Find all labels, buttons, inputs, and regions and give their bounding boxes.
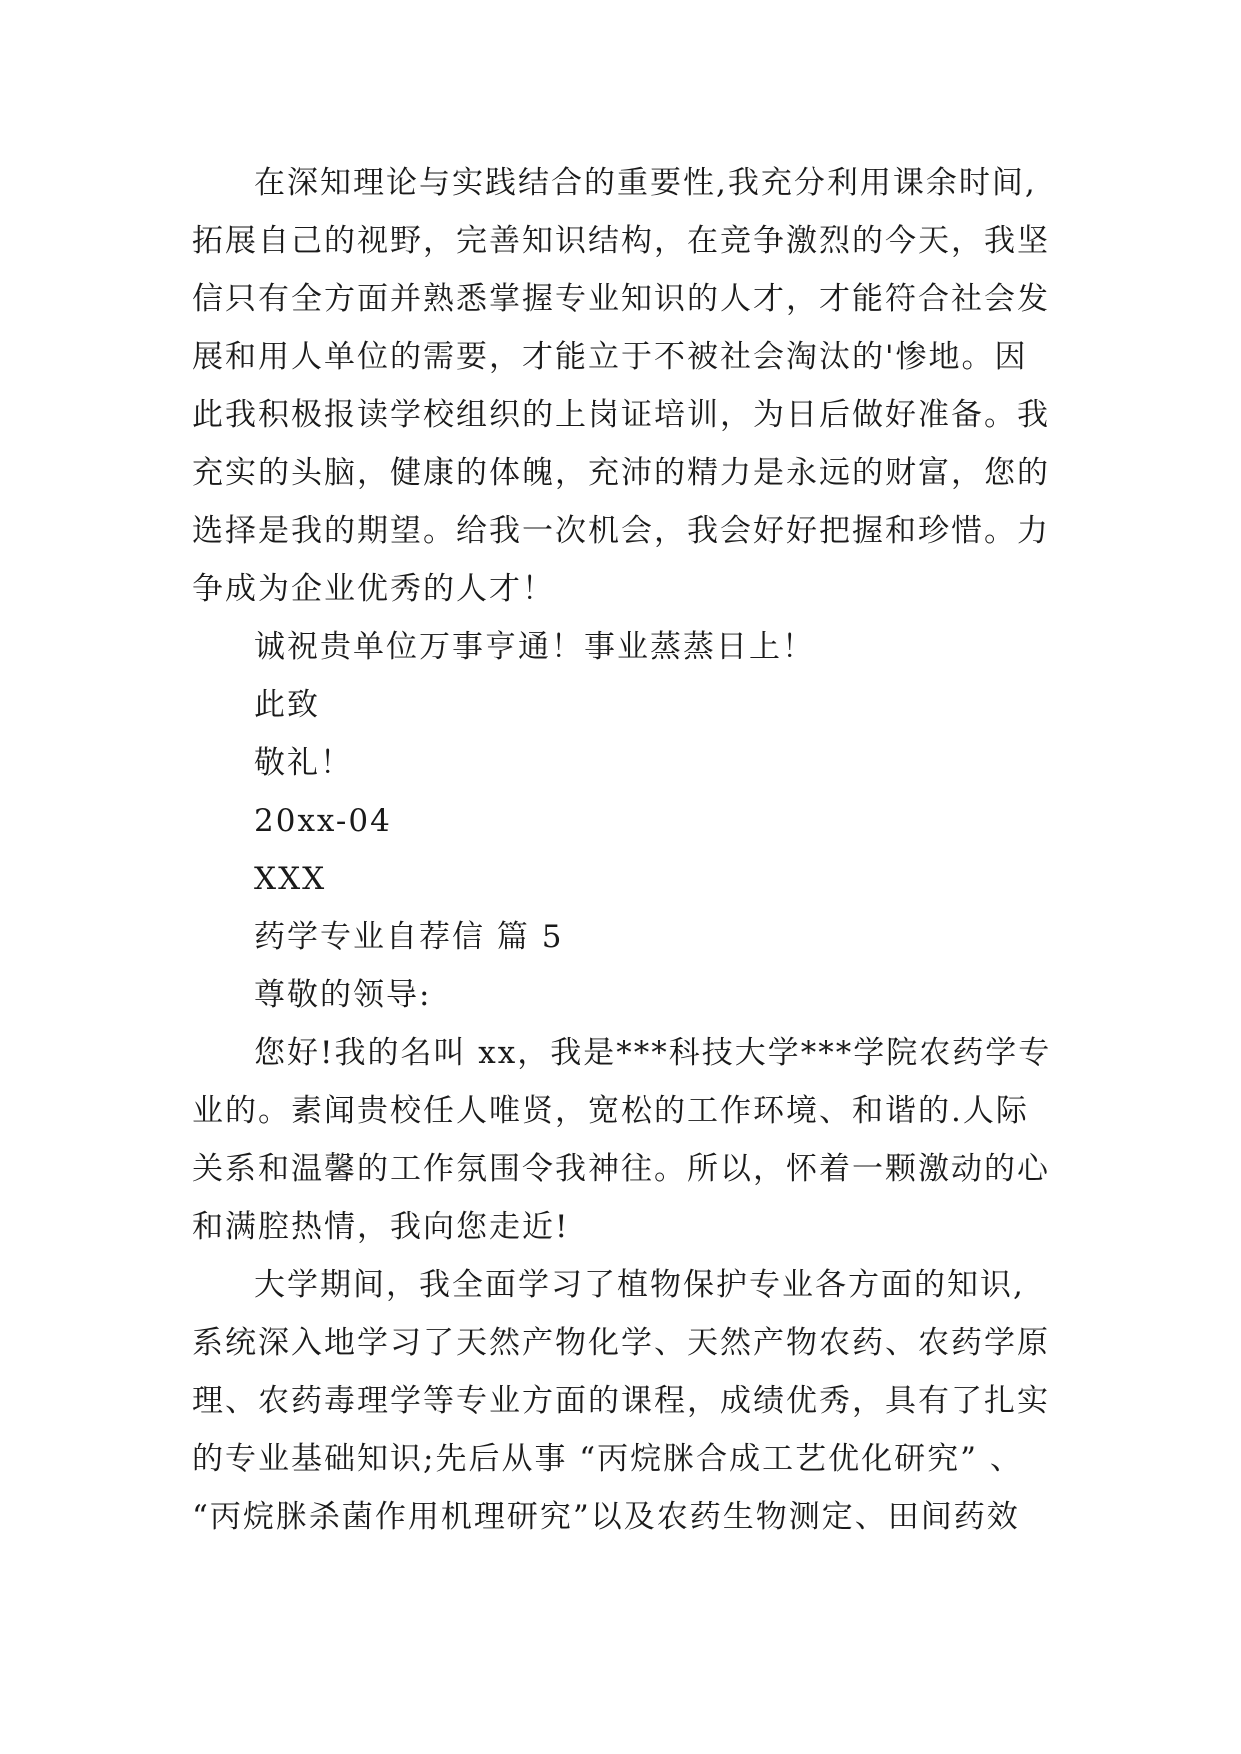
text-line: 系统深入地学习了天然产物化学、天然产物农药、农药学原 (192, 1325, 1050, 1361)
text-line: “丙烷脒杀菌作用机理研究”以及农药生物测定、田间药效 (192, 1499, 1020, 1535)
section-heading: 药学专业自荐信 篇 5 (254, 919, 564, 955)
text-line: 此我积极报读学校组织的上岗证培训，为日后做好准备。我 (192, 397, 1050, 433)
text-line: 展和用人单位的需要，才能立于不被社会淘汰的'惨地。因 (192, 339, 1028, 375)
closing-wish: 诚祝贵单位万事亨通！事业蒸蒸日上！ (254, 629, 815, 665)
text-line: 信只有全方面并熟悉掌握专业知识的人才，才能符合社会发 (192, 281, 1050, 317)
text-line: 您好!我的名叫 xx，我是***科技大学***学院农药学专 (254, 1035, 1052, 1071)
letter-body (192, 154, 1092, 1546)
salutation-line: 此致 (254, 687, 320, 723)
greeting-line: 尊敬的领导: (254, 977, 432, 1013)
text-line: 争成为企业优秀的人才！ (192, 571, 555, 607)
text-line: 业的。素闻贵校任人唯贤，宽松的工作环境、和谐的.人际 (192, 1093, 1029, 1129)
text-line: 充实的头脑，健康的体魄，充沛的精力是永远的财富，您的 (192, 455, 1050, 491)
text-line: 大学期间，我全面学习了植物保护专业各方面的知识, (254, 1267, 1025, 1303)
date-line: 20xx-04 (254, 803, 392, 839)
signature-line: XXX (254, 861, 327, 897)
text-line: 理、农药毒理学等专业方面的课程，成绩优秀，具有了扎实 (192, 1383, 1050, 1419)
text-line: 在深知理论与实践结合的重要性,我充分利用课余时间, (254, 165, 1037, 201)
text-line: 关系和温馨的工作氛围令我神往。所以，怀着一颗激动的心 (192, 1151, 1050, 1187)
text-line: 的专业基础知识;先后从事 “丙烷脒合成工艺优化研究” 、 (192, 1441, 1023, 1477)
text-line: 选择是我的期望。给我一次机会，我会好好把握和珍惜。力 (192, 513, 1050, 549)
text-line: 和满腔热情，我向您走近! (192, 1209, 570, 1245)
text-line: 拓展自己的视野，完善知识结构，在竞争激烈的今天，我坚 (192, 223, 1050, 259)
salutation-line: 敬礼！ (254, 745, 353, 781)
